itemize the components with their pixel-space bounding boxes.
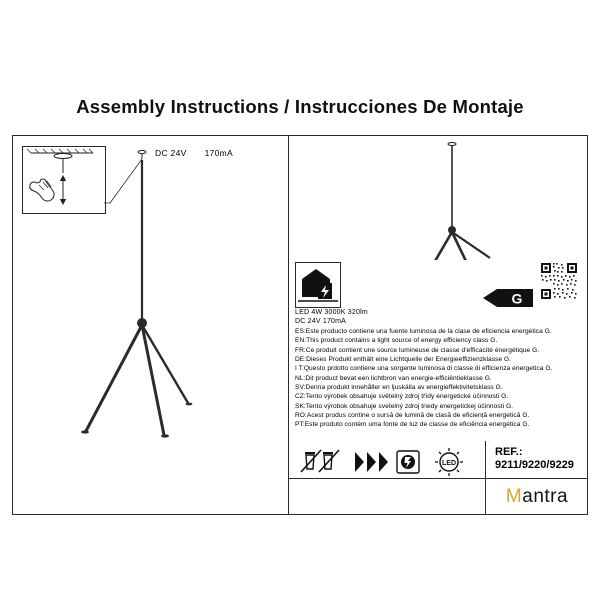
lang-nl: NL:Dit product bevat een lichtbron van energie-efficiëntieklasse G. xyxy=(295,374,492,382)
reference-label: REF.: xyxy=(495,446,523,458)
left-current: 170mA xyxy=(204,148,233,158)
lang-sk: SK:Tento výrobok obsahuje svetelný zdroj triedy energetickej účinnosti G. xyxy=(295,402,514,410)
brand-logo xyxy=(486,480,588,514)
left-lamp-illustration xyxy=(12,135,288,515)
lang-pt: PT:Este produto contém uma fonte de luz de classe de eficiência energética G. xyxy=(295,421,530,429)
lang-fr: FR:Ce produit contient une source lumineuse de classe d'efficacité énergétique G. xyxy=(295,346,540,354)
energy-class-arrow xyxy=(475,288,535,308)
brand-prefix: M xyxy=(505,486,523,507)
qr-code xyxy=(540,262,578,300)
floor-lamp-full-view xyxy=(300,140,580,260)
lang-sv: SV:Denna produkt innehåller en ljuskälla av energieffektivitetsklass G. xyxy=(295,384,503,392)
svg-text:LED: LED xyxy=(442,460,456,467)
lang-it: I T:Questo prdotto contiene una sorgente luminosa di classe di efficienza energetica G. xyxy=(295,365,553,373)
transformer-icon xyxy=(397,451,419,473)
lang-ro: RO:Acest produs contine o sursă de lumină de clasă de eficiență energetică G. xyxy=(295,412,530,420)
page-title: Assembly Instructions / Instrucciones De Montaje xyxy=(76,96,524,117)
reference-value: 9211/9220/9229 xyxy=(495,459,574,471)
svg-text:G: G xyxy=(511,290,523,307)
lang-en: EN:This product contains a light source of energy efficiency class G. xyxy=(295,337,498,345)
language-compliance-list xyxy=(295,327,583,430)
no-disposal-icon xyxy=(301,450,339,472)
panel-divider xyxy=(288,135,289,515)
bottom-divider xyxy=(289,478,588,479)
left-voltage: DC 24V xyxy=(155,148,187,158)
lang-cz: CZ:Tento výrobek obsahuje světelný zdroj třídy energetické účinnosti G. xyxy=(295,393,509,401)
led-lamp-icon xyxy=(435,448,463,476)
energy-efficiency-pictogram xyxy=(295,262,341,308)
led-spec-line: LED 4W 3000K 320lm xyxy=(295,309,368,316)
lang-de: DE:Dieses Produkt enthält eine Lichtquelle der Energieeffizienzklasse G. xyxy=(295,356,512,364)
lang-es: ES:Este producto contiene una fuente luminosa de la clase de eficiencia energética G. xyxy=(295,328,552,335)
brand-suffix: antra xyxy=(522,486,569,507)
class-iii-triangle-icon xyxy=(355,452,388,472)
power-spec-line: DC 24V 170mA xyxy=(295,318,347,325)
right-spec-text xyxy=(295,308,368,326)
compliance-icons-row xyxy=(297,446,482,478)
